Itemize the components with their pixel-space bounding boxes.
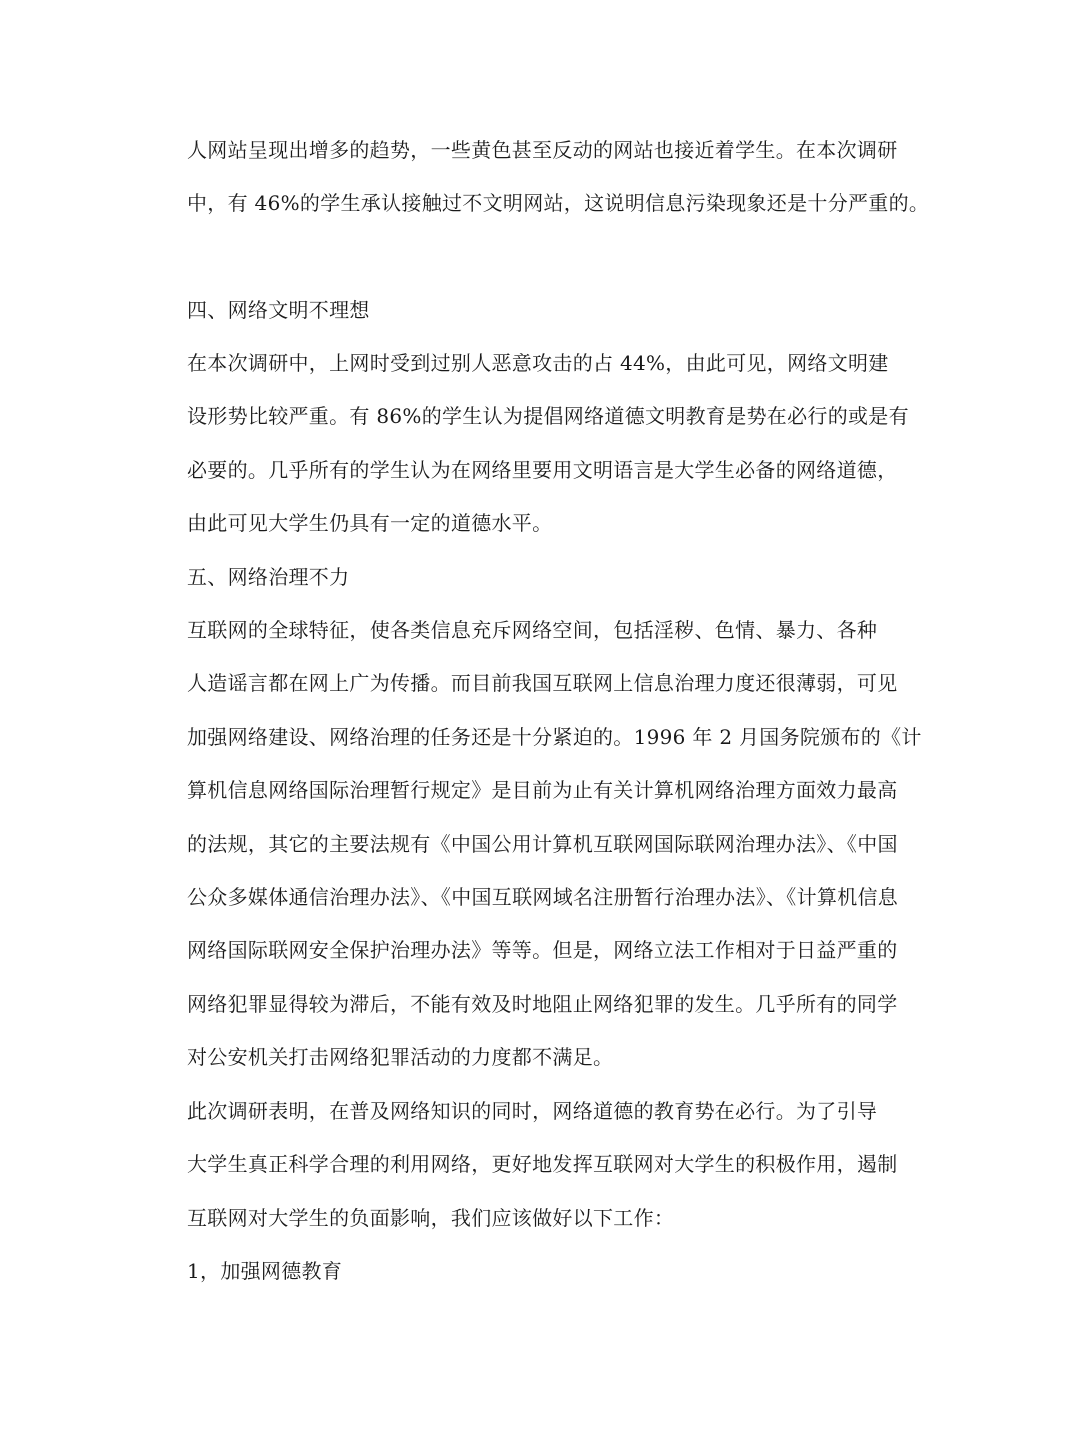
paragraph-line: 在本次调研中，上网时受到过别人恶意攻击的占 44%，由此可见，网络文明建 [187, 351, 889, 375]
paragraph-line: 由此可见大学生仍具有一定的道德水平。 [187, 511, 553, 535]
paragraph-line: 必要的。几乎所有的学生认为在网络里要用文明语言是大学生必备的网络道德， [187, 458, 898, 482]
section-heading: 四、网络文明不理想 [187, 298, 370, 322]
paragraph-line: 人造谣言都在网上广为传播。而目前我国互联网上信息治理力度还很薄弱，可见 [187, 671, 898, 695]
section-heading: 五、网络治理不力 [187, 565, 350, 589]
paragraph-line: 中，有 46%的学生承认接触过不文明网站，这说明信息污染现象还是十分严重的。 [187, 191, 930, 215]
paragraph-line: 对公安机关打击网络犯罪活动的力度都不满足。 [187, 1045, 614, 1069]
paragraph-line: 此次调研表明，在普及网络知识的同时，网络道德的教育势在必行。为了引导 [187, 1099, 878, 1123]
paragraph-line: 的法规，其它的主要法规有《中国公用计算机互联网国际联网治理办法》、《中国 [187, 832, 898, 856]
paragraph-line: 互联网的全球特征，使各类信息充斥网络空间，包括淫秽、色情、暴力、各种 [187, 618, 878, 642]
paragraph-line: 人网站呈现出增多的趋势，一些黄色甚至反动的网站也接近着学生。在本次调研 [187, 138, 898, 162]
paragraph-line: 网络犯罪显得较为滞后，不能有效及时地阻止网络犯罪的发生。几乎所有的同学 [187, 992, 898, 1016]
paragraph-line: 加强网络建设、网络治理的任务还是十分紧迫的。1996 年 2 月国务院颁布的《计 [187, 725, 922, 749]
paragraph-line: 网络国际联网安全保护治理办法》等等。但是，网络立法工作相对于日益严重的 [187, 938, 898, 962]
paragraph-line: 设形势比较严重。有 86%的学生认为提倡网络道德文明教育是势在必行的或是有 [187, 404, 909, 428]
list-item-heading: 1，加强网德教育 [187, 1259, 343, 1283]
paragraph-line: 互联网对大学生的负面影响，我们应该做好以下工作： [187, 1206, 675, 1230]
paragraph-line: 大学生真正科学合理的利用网络，更好地发挥互联网对大学生的积极作用，遏制 [187, 1152, 898, 1176]
paragraph-line: 公众多媒体通信治理办法》、《中国互联网域名注册暂行治理办法》、《计算机信息 [187, 885, 899, 909]
paragraph-line: 算机信息网络国际治理暂行规定》是目前为止有关计算机网络治理方面效力最高 [187, 778, 898, 802]
